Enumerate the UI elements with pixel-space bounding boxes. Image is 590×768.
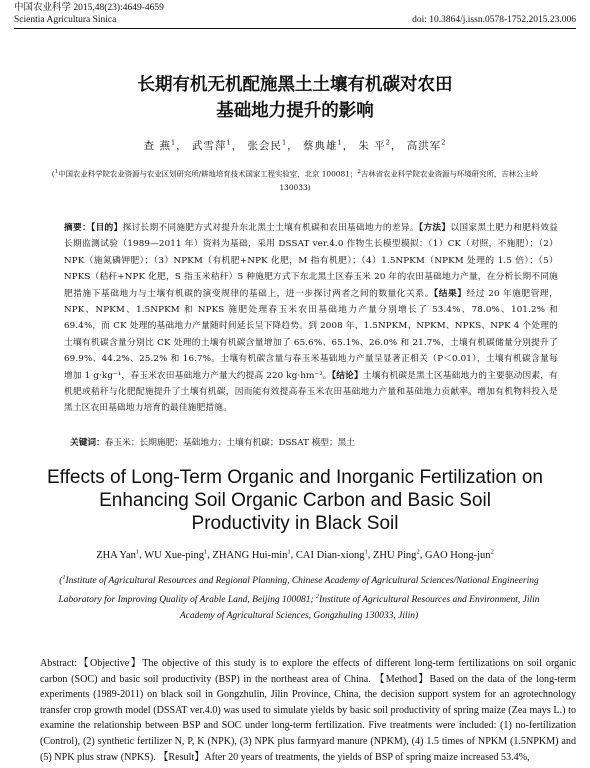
header-divider: [14, 28, 576, 29]
cn-author: 查 燕$^1$: [143, 138, 177, 152]
cn-title: [0, 72, 590, 124]
en-title: [20, 466, 570, 535]
en-author: ZHU Ping$^2$: [372, 548, 420, 561]
en-author-list: ZHA Yan$^1$, WU Xue-ping$^1$, ZHANG Hui-$\min^1$, CAI Dian-xiong$^1$, ZHU Ping$^2$, GAO Hong-jun$^2$: [96, 548, 494, 561]
cn-author: 蔡典雄$^1$: [302, 138, 343, 152]
cn-author-list: 查 燕$^1$， 武雪萍$^1$， 张会民$^1$， 蔡典雄$^1$， 朱 平$^2$， 高洪军$^2$: [143, 138, 447, 152]
en-author: WU Xue-ping$^1$: [144, 548, 208, 561]
en-affiliations: ($^1$Institute of Agricultural Resources and Regional Planning, Chinese Academy of Agricultural Sciences/National Engineering Laboratory for Improving Quality of Arable Land, Beijing 100081; $^2$Institute of Agricultural Resources and Environment, Jilin Academy of Agricultural Sciences, Gongzhuling 130033, Jilin): [58, 575, 540, 622]
doi-link[interactable]: doi: 10.3864/j.issn.0578-1752.2015.23.006: [412, 15, 576, 25]
cn-abstract: 摘要：【目的】探讨长期不同施肥方式对提升东北黑土土壤有机碳和农田基础地力的差异。【方法】以国家黑土肥力和肥料效益长期监测试验（1989—2011 年）资料为基础，采用 DSSAT ver.4.0 作物生长模型模拟：（1）CK（对照，不施肥）；（2）NPK（施氮磷钾肥）；（3）NPKM（有机肥+NPK 化肥，M 指有机肥）；（4）1.5NPKM（NPKM 处理的 1.5 倍）；（5）NPKS（秸秆+NPK 化肥，S 指玉米秸秆）5 种施肥方式下东北黑土区春玉米 20 年的农田基础地力产量，在分析长期不同施肥措施下基础地力与土壤有机碳的演变规律的基础上，进一步探讨两者之间的数量化关系。【结果】经过 20 年施肥管理，NPK、NPKM、1.5NPKM 和 NPKS 施肥处理春玉米农田基础地力产量分别增长了 53.4%、78.0%、101.2% 和 69.4%，而 CK 处理的基础地力产量随时间延长呈下降趋势。到 2008 年，1.5NPKM、NPKM、NPKS、NPK 4 个处理的土壤有机碳含量分别比 CK 处理的土壤有机碳含量增加了 65.6%、65.1%、26.0% 和 21.7%，土壤有机碳储量分别提升了 69.9%、44.2%、25.2% 和 16.7%。土壤有机碳含量与春玉米基础地力产量呈显著正相关（P＜0.01），土壤有机碳含量每增加 1 g·kg⁻¹，春玉米农田基础地力产量大约提高 220 kg·hm⁻²。【结论】土壤有机碳是黑土区基础地力的主要驱动因素，有机肥或秸秆与化肥配施提升了土壤有机碳，因而能有效提高春玉米农田基础地力产量和基础地力贡献率。增加有机物料投入是黑土区农田基础地力培育的最佳施肥措施。: [64, 223, 559, 414]
journal-name-en: Scientia Agricultura Sinica: [14, 15, 117, 25]
en-abstract: Abstract:【Objective】The objective of this study is to explore the effects of different long-term fertilizations on soil organic carbon (SOC) and basic soil productivity (BSP) in the northeast area of China. 【Method】Based on the data of the long-term experiments (1989-2011) on black soil in Gongzhulin, Jilin Province, China, the decision support system for an agrotechnology transfer crop growth model (DSSAT ver.4.0) was used to simulate yields by basic soil productivity of spring maize (Zea mays L.) to examine the relationship between BSP and SOC under long-term fertilization. Five treatments were included: (1) no-fertilization (Control), (2) synthetic fertilizer N, P, K (NPK), (3) NPK plus farmyard manure (NPKM), (4) 1.5 times of NPKM (1.5NPKM) and (5) NPK plus straw (NPKS). 【Result】After 20 years of treatments, the yields of BSP of spring maize increased 53.4%,: [40, 658, 576, 763]
cn-author: 武雪萍$^1$: [191, 138, 232, 152]
cn-keywords-label: 关键词：: [70, 438, 105, 448]
journal-issue: 中国农业科学 2015,48(23):4649-4659: [14, 3, 164, 13]
en-author: GAO Hong-jun$^2$: [424, 548, 494, 561]
cn-keywords-text: 春玉米；长期施肥；基础地力；土壤有机碳；DSSAT 模型；黑土: [104, 438, 356, 448]
cn-title-line: 长期有机无机配施黑土土壤有机碳对农田: [137, 75, 453, 95]
en-author: ZHANG Hui-$\min^1$: [212, 548, 291, 561]
en-title-line: Effects of Long-Term Organic and Inorganic Fertilization on: [46, 467, 543, 488]
en-author: CAI Dian-xiong$^1$: [295, 548, 368, 561]
cn-title-line: 基础地力提升的影响: [216, 101, 374, 121]
en-author: ZHA Yan$^1$: [96, 548, 140, 561]
cn-author: 朱 平$^2$: [358, 138, 391, 152]
cn-author: 张会民$^1$: [247, 138, 288, 152]
cn-abstract-label: 摘要：: [64, 223, 91, 233]
en-abstract-label: Abstract:: [40, 658, 77, 669]
cn-keywords: [70, 436, 558, 448]
cn-affiliations: ($^1$中国农业科学院农业资源与农业区划研究所/耕地培育技术国家工程实验室，北京 100081；$^2$吉林省农业科学院农业资源与环境研究所，吉林公主岭 130033): [51, 169, 539, 193]
cn-author: 高洪军$^2$: [406, 138, 447, 152]
en-title-line: Enhancing Soil Organic Carbon and Basic Soil: [99, 490, 491, 511]
en-title-line: Productivity in Black Soil: [191, 513, 399, 534]
